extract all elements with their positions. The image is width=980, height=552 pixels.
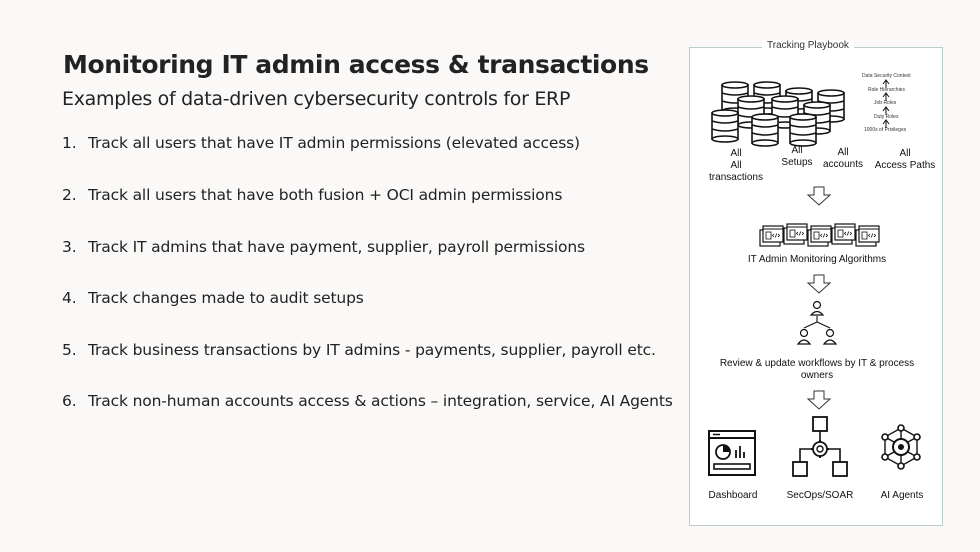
tracking-playbook-panel: [689, 40, 943, 526]
item-number: 1.: [62, 134, 77, 152]
hierarchy-arrows-icon: [874, 78, 899, 130]
item-number: 6.: [62, 392, 77, 410]
slide-title: Monitoring IT admin access & transactions: [63, 50, 649, 79]
hierarchy-label: Job Roles: [874, 100, 897, 106]
algorithms-label: IT Admin Monitoring Algorithms: [747, 254, 887, 265]
arrow-down-icon: [806, 186, 832, 206]
item-text: Track non-human accounts access & actions – integration, service, AI Agents: [88, 392, 673, 410]
item-number: 3.: [62, 238, 77, 256]
output-secops-label: SecOps/SOAR: [786, 490, 854, 501]
workflows-label: Review & update workflows by IT & process owners: [719, 358, 915, 381]
item-text: Track business transactions by IT admins - payments, supplier, payroll etc.: [88, 341, 656, 359]
code-window-icon: [758, 222, 882, 248]
hierarchy-label: Duty Roles: [874, 114, 899, 120]
source-paths-label-a: All: [899, 148, 911, 159]
list-item: [62, 134, 580, 152]
arrow-down-icon: [806, 390, 832, 410]
source-setups-label-b: Setups: [781, 157, 813, 168]
item-text: Track IT admins that have payment, supplier, payroll permissions: [88, 238, 585, 256]
item-number: 2.: [62, 186, 77, 204]
source-accounts-label-a: All: [837, 147, 849, 158]
list-item: [62, 341, 656, 359]
item-text: Track changes made to audit setups: [88, 289, 364, 307]
output-dashboard-label: Dashboard: [708, 490, 758, 501]
list-item: [62, 289, 364, 307]
panel-title: Tracking Playbook: [762, 40, 854, 51]
dashboard-icon: [708, 430, 756, 476]
source-accounts-label-b: accounts: [822, 159, 864, 170]
ai-network-icon: [878, 424, 924, 470]
source-all-label: All: [730, 148, 742, 159]
source-paths-label-b: Access Paths: [874, 160, 936, 171]
item-text: Track all users that have both fusion + OCI admin permissions: [88, 186, 563, 204]
output-ai-agents-label: AI Agents: [880, 490, 924, 501]
list-item: [62, 238, 585, 256]
source-transactions-label: All transactions: [709, 160, 763, 183]
slide-subtitle: Examples of data-driven cybersecurity controls for ERP: [62, 88, 571, 110]
list-item: [62, 186, 562, 204]
source-setups-label-a: All: [791, 145, 803, 156]
list-item: [62, 392, 673, 410]
item-text: Track all users that have IT admin permissions (elevated access): [88, 134, 580, 152]
arrow-down-icon: [806, 274, 832, 294]
item-number: 4.: [62, 289, 77, 307]
hierarchy-label: Role Hierarchies: [868, 87, 905, 93]
hierarchy-label: Data Security Context: [862, 73, 911, 79]
workflow-icon: [788, 416, 852, 478]
person-hierarchy-icon: [794, 300, 840, 346]
item-number: 5.: [62, 341, 77, 359]
hierarchy-label: 1000s of Privileges: [864, 127, 907, 133]
